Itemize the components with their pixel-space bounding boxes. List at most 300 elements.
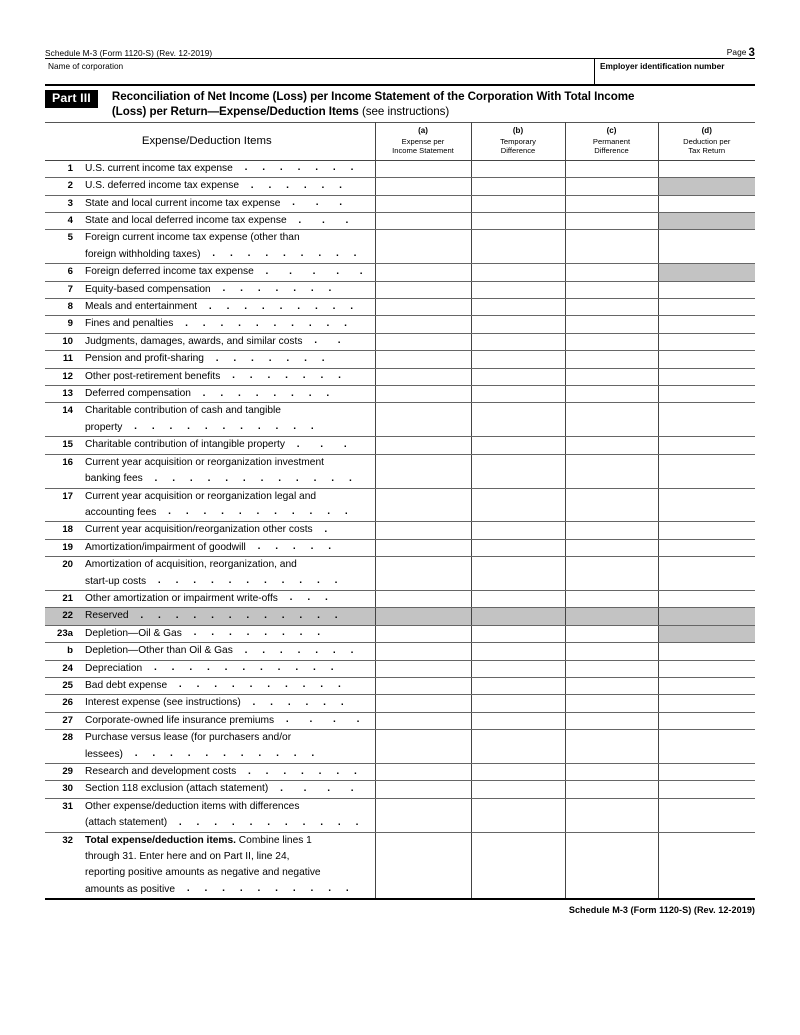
row-description-cell: [45, 264, 375, 281]
value-cell-c[interactable]: [565, 557, 658, 591]
row-label: Fines and penalties . . . . . . . . . .: [85, 317, 351, 330]
row-number: 8: [67, 301, 73, 313]
value-cell-b[interactable]: [471, 764, 565, 781]
value-cell-b[interactable]: [471, 798, 565, 832]
value-cell-c[interactable]: [565, 316, 658, 333]
value-cell-c[interactable]: [565, 643, 658, 660]
value-cell-d[interactable]: [658, 386, 755, 403]
table-row: [45, 625, 755, 642]
row-number: 15: [62, 439, 73, 451]
value-cell-a[interactable]: [375, 386, 471, 403]
value-cell-d[interactable]: [658, 522, 755, 539]
value-cell-b[interactable]: [471, 403, 565, 437]
row-description-cell: [45, 195, 375, 212]
value-cell-b[interactable]: [471, 590, 565, 607]
leader-dots: . . . . . . . .: [190, 387, 333, 399]
value-cell-b[interactable]: [471, 677, 565, 694]
row-label-continuation: accounting fees . . . . . . . . . . .: [85, 506, 351, 518]
row-number: 7: [67, 283, 73, 295]
value-cell-c[interactable]: [565, 660, 658, 677]
leader-dots: . . . . . . .: [210, 283, 335, 295]
value-cell-c[interactable]: [565, 832, 658, 898]
leader-dots: . . . . . . . . . . .: [142, 662, 337, 674]
row-number: b: [67, 645, 73, 657]
row-number: 2: [67, 180, 73, 192]
leader-dots: . . . . . . . . . . .: [167, 816, 362, 828]
value-cell-b[interactable]: [471, 213, 565, 230]
value-cell-a[interactable]: [375, 178, 471, 195]
table-row: [45, 368, 755, 385]
row-label-continuation: banking fees . . . . . . . . . . . .: [85, 472, 355, 485]
leader-dots: . . .: [286, 214, 352, 226]
row-number: 1: [67, 162, 73, 174]
table-row: [45, 351, 755, 368]
row-description-cell: [45, 590, 375, 607]
value-cell-b[interactable]: [471, 781, 565, 798]
row-label: Depletion—Oil & Gas . . . . . . . .: [85, 627, 324, 639]
value-cell-d[interactable]: [658, 695, 755, 712]
row-label: Research and development costs . . . . . . .: [85, 765, 360, 777]
value-cell-a[interactable]: [375, 403, 471, 437]
value-cell-a[interactable]: [375, 195, 471, 212]
row-label: Depletion—Other than Oil & Gas . . . . . . .: [85, 644, 357, 657]
table-row: [45, 832, 755, 898]
value-cell-a[interactable]: [375, 281, 471, 298]
page-label: Page: [726, 47, 747, 57]
row-label: Other post-retirement benefits . . . . . . .: [85, 370, 345, 382]
table-row: [45, 730, 755, 764]
table-row: [45, 264, 755, 281]
leader-dots: . . . . . . .: [203, 352, 328, 364]
table-row: [45, 230, 755, 264]
value-cell-d[interactable]: [658, 299, 755, 316]
value-cell-a[interactable]: [375, 437, 471, 454]
row-description-cell: [45, 557, 375, 591]
part-iii-banner: [45, 84, 755, 122]
row-number: 4: [67, 215, 73, 226]
value-cell-d[interactable]: [658, 832, 755, 898]
value-cell-a[interactable]: [375, 660, 471, 677]
value-cell-b[interactable]: [471, 712, 565, 729]
column-d-line2: Tax Return: [688, 146, 726, 156]
row-description-cell: [45, 781, 375, 798]
table-row: [45, 660, 755, 677]
value-cell-b[interactable]: [471, 368, 565, 385]
value-cell-a[interactable]: [375, 539, 471, 556]
value-cell-a[interactable]: [375, 798, 471, 832]
value-cell-d: [658, 608, 755, 625]
value-cell-a[interactable]: [375, 230, 471, 264]
table-row: [45, 590, 755, 607]
column-letter-a: (a): [418, 126, 428, 135]
value-cell-b[interactable]: [471, 557, 565, 591]
value-cell-d: [658, 264, 755, 281]
value-cell-d[interactable]: [658, 712, 755, 729]
table-row: [45, 333, 755, 350]
row-description-cell: [45, 488, 375, 522]
value-cell-d[interactable]: [658, 730, 755, 764]
row-number: 11: [62, 353, 73, 365]
row-label: Pension and profit-sharing . . . . . . .: [85, 352, 328, 365]
row-number: 12: [62, 370, 73, 382]
value-cell-d[interactable]: [658, 316, 755, 333]
row-description-cell: [45, 695, 375, 712]
leader-dots: . .: [302, 335, 344, 347]
row-label-continuation: start-up costs . . . . . . . . . . .: [85, 575, 341, 587]
value-cell-c: [565, 608, 658, 625]
row-description-cell: [45, 281, 375, 298]
table-row: [45, 178, 755, 195]
leader-dots: . . . . . . . . . .: [167, 679, 344, 691]
table-row: [45, 677, 755, 694]
row-number: 28: [62, 732, 73, 744]
value-cell-b[interactable]: [471, 660, 565, 677]
value-cell-a[interactable]: [375, 299, 471, 316]
value-cell-c[interactable]: [565, 299, 658, 316]
value-cell-c[interactable]: [565, 454, 658, 488]
schedule-identifier: Schedule M-3 (Form 1120-S) (Rev. 12-2019): [45, 48, 213, 58]
row-description-cell: [45, 608, 375, 625]
row-label: Foreign deferred income tax expense . . . . .: [85, 265, 366, 278]
row-label: Current year acquisition or reorganization investment: [85, 456, 324, 468]
value-cell-d[interactable]: [658, 764, 755, 781]
value-cell-b[interactable]: [471, 454, 565, 488]
row-description-cell: [45, 730, 375, 764]
value-cell-d[interactable]: [658, 643, 755, 660]
row-number: 21: [62, 592, 73, 604]
value-cell-b[interactable]: [471, 643, 565, 660]
leader-dots: . . .: [280, 197, 346, 209]
value-cell-b[interactable]: [471, 488, 565, 522]
value-cell-b[interactable]: [471, 264, 565, 281]
value-cell-b[interactable]: [471, 351, 565, 368]
row-description-cell: [45, 316, 375, 333]
row-label: Meals and entertainment . . . . . . . . .: [85, 300, 357, 313]
value-cell-a[interactable]: [375, 160, 471, 177]
value-cell-b[interactable]: [471, 230, 565, 264]
row-number: 24: [62, 662, 73, 674]
row-label: Corporate-owned life insurance premiums . . . .: [85, 714, 363, 726]
table-row: [45, 316, 755, 333]
value-cell-c[interactable]: [565, 264, 658, 281]
table-row: [45, 488, 755, 522]
leader-dots: . . . . . . .: [220, 370, 345, 382]
value-cell-c[interactable]: [565, 386, 658, 403]
value-cell-b[interactable]: [471, 178, 565, 195]
value-cell-a[interactable]: [375, 781, 471, 798]
value-cell-c[interactable]: [565, 712, 658, 729]
row-description-cell: [45, 677, 375, 694]
value-cell-a[interactable]: [375, 316, 471, 333]
value-cell-c[interactable]: [565, 764, 658, 781]
table-row: [45, 539, 755, 556]
value-cell-a[interactable]: [375, 625, 471, 642]
table-body: [45, 160, 755, 898]
value-cell-c[interactable]: [565, 590, 658, 607]
leader-dots: . . . . . . .: [232, 644, 357, 656]
value-cell-b[interactable]: [471, 625, 565, 642]
value-cell-d: [658, 625, 755, 642]
row-number: 3: [67, 197, 73, 209]
value-cell-a[interactable]: [375, 712, 471, 729]
column-header-d: [658, 123, 755, 161]
column-b-line2: Difference: [500, 146, 536, 156]
row-label-continuation: amounts as positive . . . . . . . . . .: [85, 883, 352, 895]
value-cell-a[interactable]: [375, 368, 471, 385]
value-cell-d[interactable]: [658, 437, 755, 454]
value-cell-d[interactable]: [658, 160, 755, 177]
leader-dots: . . . . . . .: [232, 162, 357, 174]
value-cell-a[interactable]: [375, 264, 471, 281]
page-header: [45, 44, 755, 58]
value-cell-b[interactable]: [471, 730, 565, 764]
column-letter-c: (c): [606, 126, 617, 135]
value-cell-a[interactable]: [375, 590, 471, 607]
part-title-line1: Reconciliation of Net Income (Loss) per Income Statement of the Corporation With Total Income: [111, 90, 635, 103]
name-of-corporation-field[interactable]: [45, 59, 594, 84]
row-label-continuation: through 31. Enter here and on Part II, line 24,: [85, 851, 290, 863]
row-number: 5: [67, 232, 73, 244]
value-cell-a[interactable]: [375, 351, 471, 368]
row-description-cell: [45, 764, 375, 781]
row-description-cell: [45, 213, 375, 230]
value-cell-c[interactable]: [565, 625, 658, 642]
row-description-cell: [45, 712, 375, 729]
row-number: 20: [62, 559, 73, 571]
value-cell-c[interactable]: [565, 677, 658, 694]
value-cell-b[interactable]: [471, 316, 565, 333]
value-cell-d[interactable]: [658, 281, 755, 298]
table-row: [45, 798, 755, 832]
value-cell-d[interactable]: [658, 230, 755, 264]
value-cell-a[interactable]: [375, 522, 471, 539]
row-description-cell: [45, 178, 375, 195]
value-cell-c[interactable]: [565, 730, 658, 764]
table-header-row: [45, 123, 755, 161]
leader-dots: . . . . . . . . . . .: [156, 506, 351, 518]
row-number: 22: [62, 610, 73, 622]
value-cell-a[interactable]: [375, 488, 471, 522]
value-cell-b[interactable]: [471, 832, 565, 898]
row-label: Foreign current income tax expense (other than: [85, 232, 300, 244]
value-cell-c[interactable]: [565, 195, 658, 212]
column-d-line1: Deduction per: [683, 136, 731, 146]
value-cell-d[interactable]: [658, 798, 755, 832]
row-number: 29: [62, 766, 73, 777]
row-label: U.S. current income tax expense . . . . . . .: [85, 162, 357, 174]
value-cell-d[interactable]: [658, 403, 755, 437]
value-cell-c[interactable]: [565, 539, 658, 556]
leader-dots: . . . . . . . . . .: [173, 317, 351, 329]
value-cell-c[interactable]: [565, 178, 658, 195]
row-label: Section 118 exclusion (attach statement) . . . .: [85, 782, 357, 795]
expense-deduction-table: [45, 122, 755, 898]
value-cell-b[interactable]: [471, 437, 565, 454]
value-cell-a[interactable]: [375, 695, 471, 712]
value-cell-c[interactable]: [565, 281, 658, 298]
leader-dots: . . . . . . . . . . .: [122, 421, 317, 433]
value-cell-a[interactable]: [375, 677, 471, 694]
value-cell-c[interactable]: [565, 781, 658, 798]
column-header-a: [375, 123, 471, 161]
leader-dots: . . . . . .: [240, 696, 347, 708]
column-c-line1: Permanent: [592, 136, 631, 146]
row-description-cell: [45, 454, 375, 488]
column-b-line1: Temporary: [500, 136, 536, 146]
value-cell-a[interactable]: [375, 557, 471, 591]
row-label: Current year acquisition or reorganization legal and: [85, 490, 317, 502]
row-label: Other expense/deduction items with differences: [85, 800, 300, 812]
table-row: [45, 299, 755, 316]
row-label-continuation: reporting positive amounts as negative and negative: [85, 867, 321, 879]
value-cell-a[interactable]: [375, 333, 471, 350]
value-cell-d[interactable]: [658, 333, 755, 350]
value-cell-d[interactable]: [658, 781, 755, 798]
column-c-line2: Difference: [594, 146, 629, 156]
part-title-note: (see instructions): [361, 104, 450, 118]
row-description-cell: [45, 230, 375, 264]
row-description-cell: [45, 351, 375, 368]
value-cell-d[interactable]: [658, 195, 755, 212]
row-number: 25: [62, 679, 73, 691]
name-of-corporation-label: Name of corporation: [48, 61, 124, 71]
row-description-cell: [45, 437, 375, 454]
value-cell-d[interactable]: [658, 557, 755, 591]
row-label-continuation: property . . . . . . . . . . .: [85, 421, 317, 433]
value-cell-a[interactable]: [375, 213, 471, 230]
value-cell-c[interactable]: [565, 368, 658, 385]
value-cell-c[interactable]: [565, 230, 658, 264]
table-row: [45, 695, 755, 712]
value-cell-d[interactable]: [658, 590, 755, 607]
value-cell-b[interactable]: [471, 299, 565, 316]
value-cell-b[interactable]: [471, 386, 565, 403]
row-label: Reserved . . . . . . . . . . . .: [85, 609, 341, 622]
value-cell-c[interactable]: [565, 160, 658, 177]
value-cell-c[interactable]: [565, 798, 658, 832]
leader-dots: . . . . .: [245, 541, 335, 553]
identification-band: [45, 58, 755, 84]
value-cell-a[interactable]: [375, 643, 471, 660]
row-label: State and local current income tax expense . . .: [85, 197, 346, 209]
table-row: [45, 643, 755, 660]
column-a-line2: Income Statement: [392, 146, 454, 156]
row-description-cell: [45, 660, 375, 677]
part-tag: Part III: [45, 90, 98, 108]
column-header-b: [471, 123, 565, 161]
row-number: 18: [62, 524, 73, 536]
table-row: [45, 454, 755, 488]
ein-label: Employer identification number: [600, 61, 725, 71]
row-description-cell: [45, 798, 375, 832]
value-cell-c[interactable]: [565, 403, 658, 437]
leader-dots: . . .: [277, 592, 331, 604]
table-row: [45, 160, 755, 177]
row-number: 17: [62, 490, 73, 502]
value-cell-c[interactable]: [565, 488, 658, 522]
leader-dots: . . . . . . . . .: [200, 248, 360, 260]
table-row: [45, 712, 755, 729]
value-cell-c[interactable]: [565, 437, 658, 454]
form-sheet: [45, 44, 755, 915]
value-cell-b[interactable]: [471, 522, 565, 539]
value-cell-d[interactable]: [658, 351, 755, 368]
form-footer: Schedule M-3 (Form 1120-S) (Rev. 12-2019): [568, 905, 755, 916]
value-cell-c[interactable]: [565, 351, 658, 368]
row-label-continuation: lessees) . . . . . . . . . . .: [85, 748, 318, 760]
value-cell-c[interactable]: [565, 695, 658, 712]
value-cell-b[interactable]: [471, 160, 565, 177]
column-header-c: [565, 123, 658, 161]
value-cell-c[interactable]: [565, 333, 658, 350]
row-number: 30: [62, 783, 73, 795]
value-cell-d[interactable]: [658, 539, 755, 556]
row-label: Current year acquisition/reorganization other costs .: [85, 523, 331, 536]
value-cell-a[interactable]: [375, 764, 471, 781]
table-row: [45, 781, 755, 798]
value-cell-d[interactable]: [658, 660, 755, 677]
value-cell-b[interactable]: [471, 195, 565, 212]
table-row: [45, 195, 755, 212]
row-description-cell: [45, 403, 375, 437]
value-cell-a: [375, 608, 471, 625]
column-letter-d: (d): [701, 126, 712, 135]
leader-dots: . . .: [284, 438, 350, 450]
value-cell-b[interactable]: [471, 539, 565, 556]
value-cell-d[interactable]: [658, 454, 755, 488]
row-label: Amortization of acquisition, reorganization, and: [85, 559, 297, 571]
value-cell-d[interactable]: [658, 677, 755, 694]
table-row: [45, 213, 755, 230]
value-cell-d[interactable]: [658, 368, 755, 385]
value-cell-a[interactable]: [375, 454, 471, 488]
row-label: Other amortization or impairment write-offs . . .: [85, 592, 331, 604]
leader-dots: . . . . . . . . . . .: [146, 575, 341, 587]
table-row: [45, 522, 755, 539]
row-number: 32: [62, 834, 73, 846]
row-description-cell: [45, 832, 375, 898]
value-cell-c[interactable]: [565, 522, 658, 539]
table-row: [45, 386, 755, 403]
table-row: [45, 281, 755, 298]
row-label: Bad debt expense . . . . . . . . . .: [85, 679, 344, 691]
value-cell-d: [658, 213, 755, 230]
leader-dots: . . . . . . .: [236, 765, 360, 777]
value-cell-a[interactable]: [375, 832, 471, 898]
leader-dots: .: [312, 523, 331, 535]
leader-dots: . . . . .: [253, 265, 366, 277]
value-cell-c[interactable]: [565, 213, 658, 230]
page-indicator: [727, 46, 755, 58]
row-number: 19: [62, 541, 73, 553]
value-cell-b[interactable]: [471, 333, 565, 350]
table-row: [45, 764, 755, 781]
value-cell-b[interactable]: [471, 281, 565, 298]
row-number: 10: [62, 335, 73, 347]
row-description-cell: [45, 625, 375, 642]
value-cell-b[interactable]: [471, 695, 565, 712]
row-number: 23a: [56, 627, 73, 639]
ein-field[interactable]: [594, 59, 755, 84]
row-label: U.S. deferred income tax expense . . . . . .: [85, 179, 346, 192]
value-cell-d[interactable]: [658, 488, 755, 522]
row-label: Purchase versus lease (for purchasers and/or: [85, 732, 292, 744]
row-label: Total expense/deduction items. Combine lines 1: [85, 834, 312, 846]
row-number: 14: [62, 405, 73, 417]
value-cell-a[interactable]: [375, 730, 471, 764]
leader-dots: . . . . . . . . . .: [175, 883, 352, 895]
leader-dots: . . . . . . . . . . .: [122, 748, 318, 760]
